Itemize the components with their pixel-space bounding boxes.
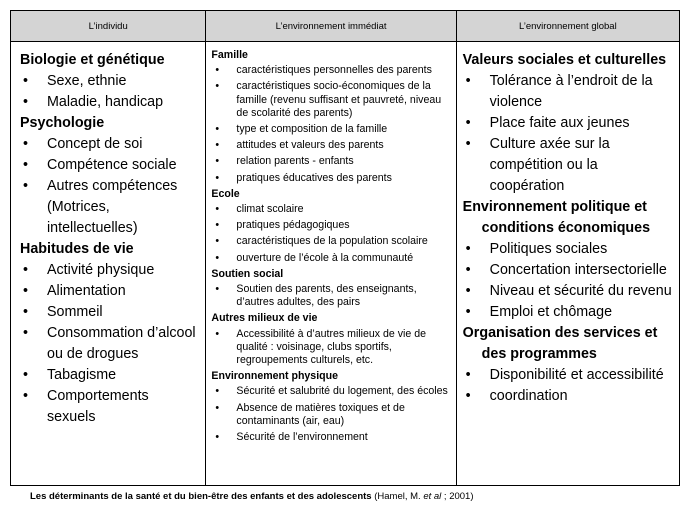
list-item: • Disponibilité et accessibilité — [463, 365, 673, 386]
section-list — [211, 203, 449, 265]
list-item: • type et composition de la famille — [211, 123, 449, 136]
figure-caption — [30, 491, 474, 502]
list-item: • caractéristiques personnelles des parents — [211, 64, 449, 77]
section-title: Valeurs sociales et culturelles — [462, 52, 667, 68]
list-item: • Concertation intersectorielle — [463, 260, 673, 281]
section-title-continued: conditions économiques — [481, 220, 651, 236]
section-list — [211, 283, 449, 309]
section-title: Environnement politique et — [462, 199, 647, 215]
list-item: • caractéristiques de la population scolaire — [211, 235, 449, 248]
list-item: • Tolérance à l’endroit de la violence — [463, 71, 673, 113]
section-title: Environnement physique — [211, 370, 338, 383]
column-environnement-immediat — [205, 42, 455, 485]
section-title: Famille — [211, 49, 248, 61]
list-item: • pratiques pédagogiques — [211, 219, 449, 232]
list-item: • Sexe, ethnie — [20, 71, 199, 92]
section-title: Biologie et génétique — [20, 52, 165, 68]
list-item: • caractéristiques socio-économiques de la famille (revenu suffisant et pauvreté, niveau de scolarité des parents) — [211, 80, 449, 120]
caption-citation-italic: et al — [423, 491, 442, 502]
list-item: • Accessibilité à d’autres milieux de vie de qualité : voisinage, clubs sportifs, regroupements culturels, etc. — [211, 328, 449, 368]
section-list — [20, 260, 199, 428]
section-list — [463, 365, 673, 407]
list-item: • Maladie, handicap — [20, 92, 199, 113]
list-item: • attitudes et valeurs des parents — [211, 139, 449, 152]
section-list — [463, 239, 673, 323]
column-individu — [11, 42, 205, 485]
list-item: • Autres compétences (Motrices, intellectuelles) — [20, 176, 199, 239]
section-title: Organisation des services et — [462, 325, 658, 341]
list-item: • Activité physique — [20, 260, 199, 281]
section-list — [211, 328, 449, 368]
list-item: • Place faite aux jeunes — [463, 113, 673, 134]
section-list — [211, 64, 449, 185]
table-header-row — [11, 11, 679, 42]
caption-title: Les déterminants de la santé et du bien-être des enfants et des adolescents — [30, 491, 372, 502]
list-item: • Emploi et chômage — [463, 302, 673, 323]
caption-citation-post: ; 2001) — [441, 491, 474, 502]
header-environnement-global: L’environnement global — [456, 11, 679, 41]
list-item: • Niveau et sécurité du revenu — [463, 281, 673, 302]
list-item: • relation parents - enfants — [211, 155, 449, 168]
section-list — [211, 385, 449, 444]
section-title: Ecole — [211, 187, 240, 200]
section-title: Autres milieux de vie — [211, 312, 318, 325]
list-item: • coordination — [463, 386, 673, 407]
list-item: • Alimentation — [20, 281, 199, 302]
caption-citation-pre: (Hamel, M. — [371, 491, 424, 502]
section-title: Soutien social — [211, 267, 284, 280]
list-item: • pratiques éducatives des parents — [211, 172, 449, 185]
section-title: Psychologie — [20, 115, 105, 131]
list-item: • Concept de soi — [20, 134, 199, 155]
list-item: • Tabagisme — [20, 365, 199, 386]
list-item: • Sécurité de l’environnement — [211, 431, 449, 444]
header-individu: L’individu — [88, 20, 128, 32]
list-item: • Comportements sexuels — [20, 386, 199, 428]
list-item: • Consommation d’alcool ou de drogues — [20, 323, 199, 365]
list-item: • climat scolaire — [211, 203, 449, 216]
section-list — [20, 134, 199, 239]
list-item: • Soutien des parents, des enseignants, d’autres adultes, des pairs — [211, 283, 449, 309]
list-item: • Sommeil — [20, 302, 199, 323]
column-environnement-global — [456, 42, 679, 485]
determinants-table — [10, 10, 680, 486]
table-body-row — [11, 42, 679, 485]
list-item: • Compétence sociale — [20, 155, 199, 176]
section-title-continued: des programmes — [481, 346, 597, 362]
header-environnement-immediat: L’environnement immédiat — [205, 11, 455, 41]
list-item: • Politiques sociales — [463, 239, 673, 260]
section-title: Habitudes de vie — [20, 241, 134, 257]
list-item: • Culture axée sur la compétition ou la coopération — [463, 134, 673, 197]
list-item: • ouverture de l’école à la communauté — [211, 252, 449, 265]
section-list — [20, 71, 199, 113]
list-item: • Sécurité et salubrité du logement, des écoles — [211, 385, 449, 398]
list-item: • Absence de matières toxiques et de contaminants (air, eau) — [211, 402, 449, 428]
section-list — [463, 71, 673, 197]
